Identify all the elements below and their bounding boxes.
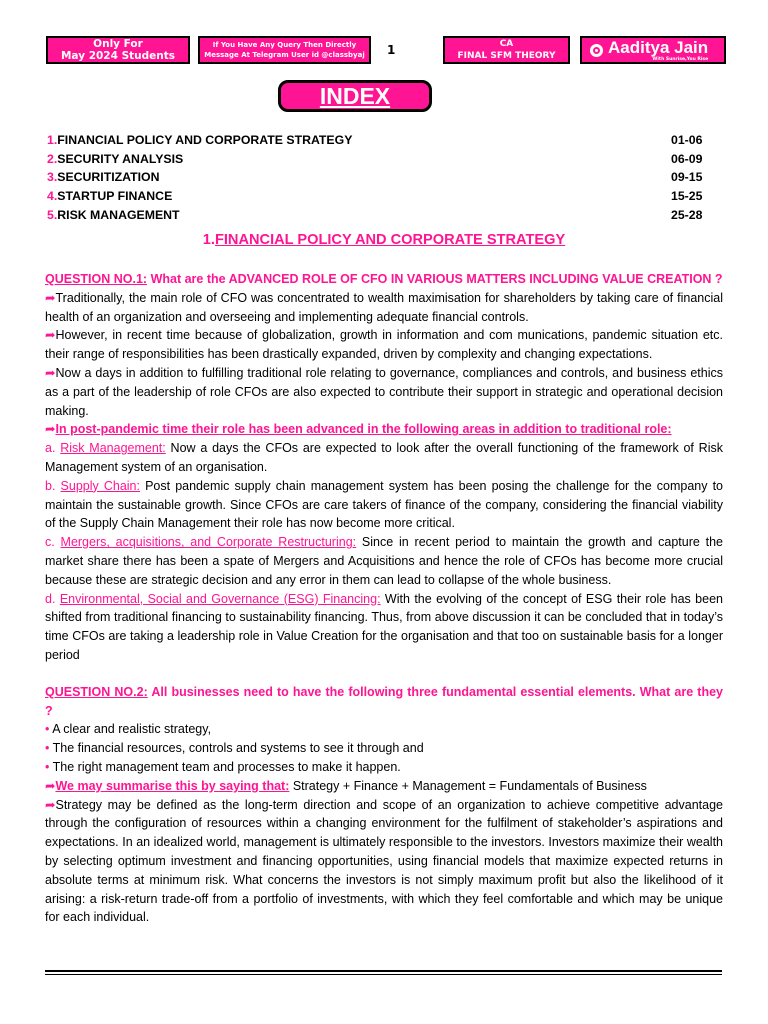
toc-row[interactable] (47, 131, 722, 150)
list-item (45, 590, 723, 665)
query-badge (198, 36, 371, 64)
toc-number: 2. (47, 151, 58, 166)
sun-icon (590, 44, 603, 57)
arrow-icon: ➦ (45, 328, 56, 343)
brand-tagline: With Sunrise,You Rise (652, 56, 709, 62)
summary-text: Strategy + Finance + Management = Fundamentals of Business (289, 778, 647, 793)
toc-number: 5. (47, 207, 58, 222)
section-number: 1. (202, 232, 215, 248)
question-label: QUESTION NO.2: (45, 684, 148, 699)
subject-line-1: CA (499, 39, 514, 49)
item-marker: d. (45, 591, 60, 606)
list-item (45, 439, 723, 477)
summary-label: We may summarise this by saying that: (55, 778, 290, 793)
question-label: QUESTION NO.1: (45, 272, 148, 286)
bullet-item (45, 720, 723, 739)
arrow-icon: ➦ (45, 422, 56, 437)
arrow-icon: ➦ (45, 778, 56, 793)
toc-row[interactable] (47, 150, 722, 169)
spacer (45, 665, 723, 683)
item-text: With the evolving of the concept of ESG their role has been shifted from traditional financing to sustainability financing. Thus, from above discussion it can be concluded that in today’s time CFOs are taking a leadership role in Value Creation for the organisation and that too on sustainable basis for a longer period (45, 591, 723, 662)
item-marker: a. (45, 441, 61, 456)
bullet-text: The right management team and processes to make it happen. (52, 759, 401, 774)
paragraph (45, 796, 723, 928)
query-line-1: If You Have Any Query Then Directly (212, 41, 357, 49)
bullet-item (45, 758, 723, 777)
toc-title: SECURITY ANALYSIS (57, 151, 184, 166)
item-heading: Environmental, Social and Governance (ESG) Financing: (59, 591, 381, 606)
paragraph (45, 326, 723, 364)
section-title: FINANCIAL POLICY AND CORPORATE STRATEGY (214, 232, 566, 248)
section-heading (0, 232, 768, 248)
paragraph-text: Traditionally, the main role of CFO was concentrated to wealth maximisation for shareholders by taking care of financial health of an organization and overseeing and implementing adequate financial controls. (45, 290, 723, 324)
list-item (45, 533, 723, 589)
bullet-text: The financial resources, controls and systems to see it through and (52, 741, 424, 756)
arrow-icon: ➦ (45, 365, 56, 380)
emphasis-text: In post-pandemic time their role has been advanced in the following areas in addition to traditional role: (55, 422, 672, 437)
arrow-icon: ➦ (45, 797, 56, 812)
item-text: Since in recent period to maintain the growth and capture the market share there has been a spate of Mergers and Acquisitions and hence the role of CFOs has become more crucial because these are strategic decision and any error in them can lead to collapse of the whole business. (45, 535, 723, 587)
question-text: All businesses need to have the following three fundamental essential elements. What are they ? (45, 684, 723, 718)
toc-title: STARTUP FINANCE (57, 189, 173, 204)
audience-line-2: May 2024 Students (60, 50, 176, 62)
document-body (45, 270, 723, 927)
index-title: INDEX (278, 80, 432, 112)
arrow-icon: ➦ (45, 290, 56, 305)
question-1 (45, 270, 723, 289)
bullet-item (45, 739, 723, 758)
toc-row[interactable] (47, 187, 722, 206)
summary-line (45, 777, 723, 796)
bullet-text: A clear and realistic strategy, (52, 722, 212, 737)
brand-name: Aaditya Jain (608, 37, 709, 57)
question-text: What are the ADVANCED ROLE OF CFO IN VARIOUS MATTERS INCLUDING VALUE CREATION ? (147, 272, 723, 286)
toc-number: 3. (47, 170, 58, 185)
toc-pages: 06-09 (671, 151, 703, 166)
emphasis-line (45, 420, 723, 439)
query-line-2: Message At Telegram User id @classbyaj (204, 51, 365, 59)
question-2 (45, 683, 723, 721)
toc-number: 1. (47, 133, 58, 147)
paragraph (45, 364, 723, 420)
item-text: Post pandemic supply chain management system has been posing the challenge for the company to maintain the sustainable growth. Since CFOs are care takers of finance of the company, considering the financial viability of the Supply Chain Management their role has now become more critical. (45, 478, 723, 531)
table-of-contents (47, 131, 722, 224)
toc-title: FINANCIAL POLICY AND CORPORATE STRATEGY (57, 133, 353, 147)
paragraph-text: Strategy may be defined as the long-term direction and scope of an organization to achieve competitive advantage through the configuration of resources within a changing environment for the fulfilment of stakeholder’s aspirations and expectations. In an idealized world, management is ultimately responsible to the investors. Investors maximize their wealth by selecting optimum investment and financing opportunities, using financial models that maximize expected returns in absolute terms at minimum risk. What concerns the investors is not simply maximum profit but also the likelihood of it arising: a risk-return trade-off from a portfolio of investments, with which they feel comfortable and which may be unique for each individual. (45, 797, 723, 925)
item-heading: Supply Chain: (60, 478, 140, 493)
bullet-icon: • (45, 722, 50, 737)
footer-rule (45, 970, 722, 972)
toc-row[interactable] (47, 168, 722, 187)
item-marker: c. (45, 535, 61, 550)
toc-number: 4. (47, 189, 58, 204)
toc-title: RISK MANAGEMENT (57, 207, 180, 222)
toc-pages: 25-28 (671, 207, 703, 222)
item-text: Now a days the CFOs are expected to look after the overall functioning of the framework of Risk Management system of an organisation. (45, 441, 723, 474)
list-item (45, 477, 723, 533)
toc-pages: 01-06 (671, 133, 703, 147)
toc-pages: 15-25 (671, 189, 703, 204)
paragraph (45, 289, 723, 327)
bullet-icon: • (45, 759, 50, 774)
paragraph-text: However, in recent time because of globalization, growth in information and com munications, pandemic situation etc. their range of responsibilities has been drastically expanded, driven by complexity and changing expectations. (45, 328, 723, 362)
item-marker: b. (45, 478, 61, 493)
item-heading: Risk Management: (60, 441, 166, 456)
page-header (0, 0, 768, 80)
toc-title: SECURITIZATION (57, 170, 160, 185)
footer-rule-thin (45, 974, 722, 975)
page-number: 1 (387, 43, 396, 57)
toc-pages: 09-15 (671, 170, 703, 185)
subject-line-2: FINAL SFM THEORY (457, 51, 556, 61)
brand-logo (580, 36, 726, 64)
paragraph-text: Now a days in addition to fulfilling traditional role relating to governance, compliances and controls, and business ethics as a part of the leadership of role CFOs are also expected to contribute their support in strategic and operational decision making. (45, 365, 723, 418)
toc-row[interactable] (47, 206, 722, 225)
bullet-icon: • (45, 741, 50, 756)
audience-badge (46, 36, 190, 64)
audience-line-1: Only For (93, 38, 143, 50)
item-heading: Mergers, acquisitions, and Corporate Restructuring: (60, 535, 357, 550)
subject-badge (443, 36, 570, 64)
